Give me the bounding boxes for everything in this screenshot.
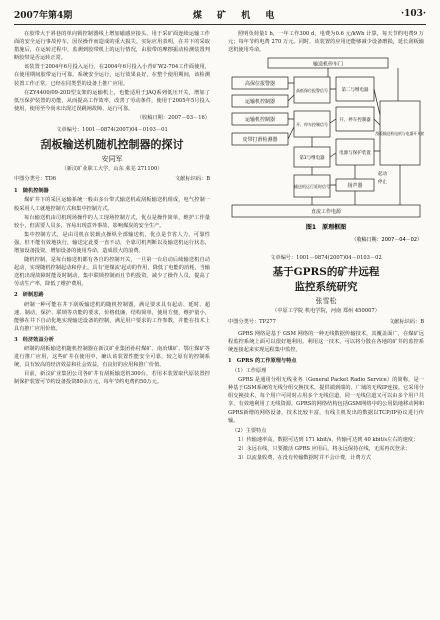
body-paragraph: 研制的刮板输送机随机控制器在新汶矿业集团孙村煤矿、南冶煤矿、鄂庄煤矿等进行推广应用，这些矿井在使用中，确认该装置性能安全可靠，较之原有的控制系统，具有较高的经济效益和社会效益，有良好的应用和推广价值。 (14, 346, 210, 369)
section-heading: 1 GPRS 的工作原理与特点 (228, 357, 297, 364)
article-number: 文章编号：1001－0874(2007)04－0103－02 (270, 255, 382, 262)
fig-label-ctrl2: 运输机控制器 (244, 117, 276, 124)
received-date: （收稿日期：2007－03－16） (136, 114, 210, 121)
fig-label-buzzer: 扬声器 (347, 183, 363, 190)
body-paragraph: 照明负荷量1 h，一年工作300 d，电费为0.6 元/kWh 计算，每天节约电费9 万元；每年节约电费 270 万元。同时，该装置的应用还能够减少设备磨损，延长刮板输送机使用寿命。 (228, 31, 424, 54)
fig-label-stop: 停止 (378, 180, 387, 186)
page-number: ·103· (400, 9, 426, 19)
feature-item: 1）传输速率高，数据可达到 171 kbit/s，传输可达到 40 kbit/s左右的速度； (238, 436, 419, 443)
document-code: 文献标识码：B (389, 318, 424, 325)
section-heading: 1 随机控制器 (14, 188, 49, 195)
right-column (228, 30, 424, 463)
author-affiliation: （新汶矿业职工大学，山东 莱芜 271100） (61, 166, 163, 173)
fig-label-start: 起动 (378, 172, 387, 178)
body-paragraph: 每台输送机由司机现场操作的人工现场控制方式，优点是操作简单，维护工作量较小，但需要人员多，容易出现意外事故，影响煤炭的安全生产。 (14, 214, 210, 229)
figure-caption: 图1 原理框图 (305, 224, 347, 232)
left-column (14, 30, 210, 387)
fig-label-power: 电源与保护装置 (339, 151, 371, 157)
body-paragraph: 集中控制方式，是由司机在装载点操纵全部输送机，优点是节省人力，可靠性强，但不能有效地执行，输送定此要一直不动，全靠司机判断以及输送机运行状态，增加设备投资，增加设备的使用寿命，造成很大的浪费。 (14, 231, 210, 254)
section-heading: 2 研制思路 (14, 292, 44, 299)
body-paragraph: 随机控制，是每台输送机都有各自的控制开关，一旦第一台启动后续输送机自动起动，实现随机控制起动和停止，具有'逆煤流'起动的作用，降低了电能的消耗，当输送机出现故障时能及时制动，集中联锁控制而且节约投资。减少了操作人员，提高了劳动生产率，降低了维护费用。 (14, 257, 210, 288)
fig-label-alarm: 高保位报警器 (244, 81, 276, 88)
body-paragraph: GPRS 网络是基于 GSM 网络的一种无线数据传输技术，其覆盖面广，在煤矿远程监控系统上面可以很好地利用。利用这一技术，可以将分散在各地的矿井的监控系统连接起来实现远程集中监控。 (228, 330, 424, 353)
fig-label-detect: 皮带打滑检测器 (242, 137, 278, 144)
article-author: 安同军 (101, 155, 123, 164)
received-date-right: （收稿日期：2007－04－02） (351, 237, 422, 244)
block-diagram (228, 55, 424, 251)
feature-item: 2）永远在线，只要激活 GPRS 应用后，将永远保持在线，无需再次登录； (238, 445, 411, 452)
article-author: 张雪松 (315, 297, 337, 306)
classification-number: 中图分类号：TD6 (14, 176, 57, 183)
article-title: 刮板输送机随机控制器的探讨 (40, 138, 184, 152)
classification-row (228, 318, 424, 326)
fig-label-top: 输送机停车门 (312, 61, 344, 68)
issue-label: 2007年第4期 (14, 10, 73, 21)
body-paragraph: 在胶带大于斜巷的单向锁控制器线上增加磁感应接头，用于采矿面连续运输工作面的安全运行事故停车，因误操作而造成的重大损失。实际应用表明，在井下的采取措施后，在运转过程中，监测到胶带机上的运行情况，由胶带的摩擦振动检测装置判断胶带是否运转正常。 (14, 31, 210, 62)
article-number: 文章编号：1001－0874(2007)04－0103－01 (56, 127, 168, 134)
section-heading: 3 经济效益分析 (14, 336, 54, 343)
fig-label-ctrl1: 运输机控制器 (244, 99, 276, 106)
header-rule (14, 24, 426, 25)
article-title-line2: 监控系统研究 (294, 281, 358, 294)
classification-row (14, 175, 210, 183)
fig-label-relay: 第二与继电器 (341, 88, 369, 94)
body-paragraph: 目前，新汶矿业集团公司各矿井有刮板输送机300台，若用本装置取代原装置控制保护装置可节约设备投资80余万元，每年节约电费约50万元。 (14, 371, 210, 386)
fig-label-signal1: 高低保位报警信号 (296, 88, 328, 94)
journal-name: 煤 矿 机 电 (192, 10, 281, 21)
fig-label-timer: 输送机运行延时信号 (294, 184, 330, 190)
document-code: 文献标识码：B (175, 176, 210, 183)
fig-label-signal2: 开、停车控制信号 (296, 122, 328, 128)
feature-item: 3）以流量收费，在没有传输数据时并不会计费，计费方式 (238, 454, 371, 461)
author-affiliation: （中原工学院 机电学院，河南 郑州 450007） (272, 308, 380, 315)
classification-number: 中图分类号：TP277 (228, 318, 276, 325)
subsection-heading: （1）工作原理 (232, 368, 267, 375)
article-title-line1: 基于GPRS的矿井远程 (272, 266, 380, 279)
body-paragraph: 研制一种可能在井下刮板输送机的随机控制器，满足要求具有起动、延时、超速、制动、保护、联锁等功能的要求，价格低廉，结构简单，使用方便，维护量小，能够在井下自动化地实现输送设备的控制，满足用户要求的工作参数，并能在技术上具有推广应用价值。 (14, 301, 210, 332)
fig-label-mid-ctrl: 开、停车控制器 (339, 118, 371, 124)
fig-label-dc: 直流工作电源 (310, 209, 342, 216)
body-paragraph: 该装置于2004年6月投入运行，在2004年6月投入小青矿W2-704工作面使用，在使用期间胶带运行可靠。系统安全运行，运行效果良好，在整个使用期间，该检测装置工作正常，已经在同类型的设备上推广应用。 (14, 64, 210, 87)
fig-label-right: 刮板输送机电机与电器开关箱 (375, 131, 424, 137)
body-paragraph: 煤矿井下的采区运输系统一般由多台带式输送机或刮板输送机组成，电气控制一般采用人工就地控制方式和集中控制方式。 (14, 197, 210, 212)
body-paragraph: GPRS 是通用分组无线业务（General Packet Radio Service）的简称，是一种基于GSM系统的无线分组交换技术，提供端到端的、广域的无线IP连接。它采用分组交换技术，每个用户可同时占用多个无线信道，同一无线信道又可以由多个用户共享，有效地利用了无线资源。GPRS的网络结构包括GSM网络中的公用陆地移动网和GPRS新增的网络设备，技术比较丰富，有线主机发出的数据以TCP/IP协议进行传输。 (228, 377, 424, 424)
page-header (14, 6, 426, 22)
body-paragraph: 在ZY4400/09-20D型支架的运输机上，也能适用于JAQ系列低压开关，增加了低压保护装置的功能，从而提高工作效率，改善了劳动条件，使用于2005年5月投入使用，使用至今尚未出现过误跳闸故障，运行可靠。 (14, 89, 210, 112)
block-diagram-figure (228, 55, 424, 254)
subsection-heading: （2）主要特点 (232, 427, 267, 434)
fig-label-relay2: 第1与继电器 (299, 156, 325, 162)
